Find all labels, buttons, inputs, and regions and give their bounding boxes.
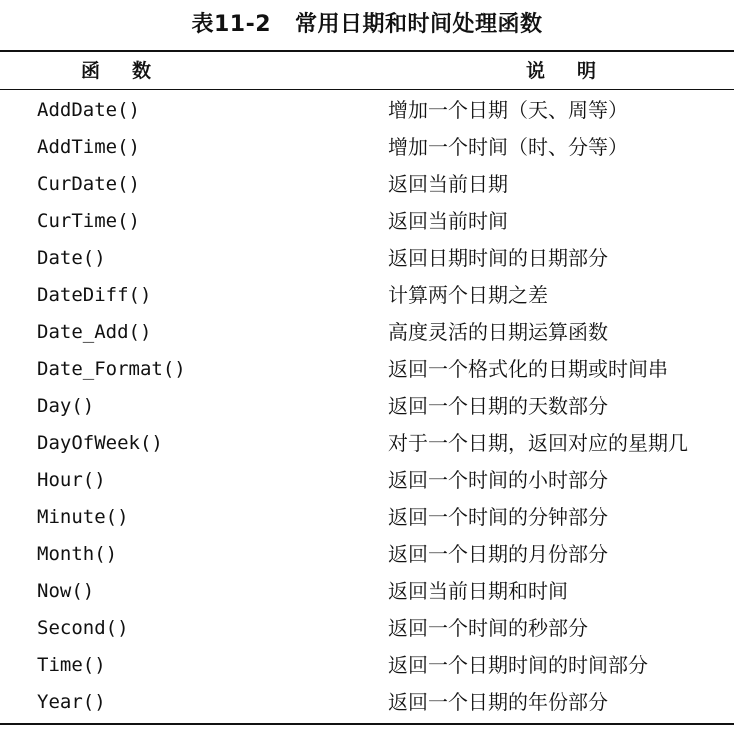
function-description: 返回一个日期的天数部分 [388, 394, 608, 418]
function-description: 对于一个日期，返回对应的星期几 [388, 431, 688, 455]
function-description: 返回当前时间 [388, 209, 508, 233]
function-description: 增加一个日期（天、周等） [388, 98, 628, 122]
header-function: 函数 [80, 60, 183, 82]
function-description: 返回一个日期的月份部分 [388, 542, 608, 566]
function-name: AddTime() [37, 136, 140, 158]
table-number: 表11-2 [191, 12, 272, 37]
function-name: Month() [37, 543, 118, 565]
function-description: 返回一个日期的年份部分 [388, 690, 608, 714]
function-name: DayOfWeek() [37, 432, 163, 454]
function-description: 返回一个时间的秒部分 [388, 616, 588, 640]
table-row [0, 240, 734, 277]
function-name: Time() [37, 654, 106, 676]
function-name: AddDate() [37, 99, 140, 121]
function-description: 返回一个格式化的日期或时间串 [388, 357, 668, 381]
table-bottom-rule [0, 723, 734, 725]
table-body [0, 92, 734, 721]
function-name: DateDiff() [37, 284, 152, 306]
table-row [0, 129, 734, 166]
function-name: Second() [37, 617, 129, 639]
function-description: 返回日期时间的日期部分 [388, 246, 608, 270]
function-name: Now() [37, 580, 95, 602]
header-description: 说明 [525, 60, 628, 82]
table-row [0, 277, 734, 314]
table-top-rule [0, 50, 734, 52]
function-name: Year() [37, 691, 106, 713]
function-description: 返回一个时间的分钟部分 [388, 505, 608, 529]
function-name: Minute() [37, 506, 129, 528]
table-caption [0, 10, 734, 40]
table-row [0, 388, 734, 425]
function-name: Hour() [37, 469, 106, 491]
function-description: 增加一个时间（时、分等） [388, 135, 628, 159]
function-description: 返回当前日期 [388, 172, 508, 196]
table-row [0, 351, 734, 388]
function-description: 计算两个日期之差 [388, 283, 548, 307]
table-row [0, 573, 734, 610]
function-name: Date_Add() [37, 321, 152, 343]
table-row [0, 499, 734, 536]
table-header [0, 53, 734, 89]
function-name: CurTime() [37, 210, 140, 232]
table-row [0, 462, 734, 499]
table-header-rule [0, 89, 734, 90]
table-row [0, 203, 734, 240]
table-row [0, 610, 734, 647]
table-row [0, 647, 734, 684]
table-row [0, 684, 734, 721]
table-row [0, 536, 734, 573]
function-description: 返回一个日期时间的时间部分 [388, 653, 648, 677]
function-name: Date() [37, 247, 106, 269]
function-description: 高度灵活的日期运算函数 [388, 320, 608, 344]
function-name: CurDate() [37, 173, 140, 195]
function-description: 返回当前日期和时间 [388, 579, 568, 603]
table-row [0, 166, 734, 203]
table-row [0, 425, 734, 462]
function-description: 返回一个时间的小时部分 [388, 468, 608, 492]
table-title: 常用日期和时间处理函数 [295, 12, 543, 37]
table-row [0, 314, 734, 351]
table-row [0, 92, 734, 129]
function-name: Day() [37, 395, 95, 417]
function-name: Date_Format() [37, 358, 186, 380]
